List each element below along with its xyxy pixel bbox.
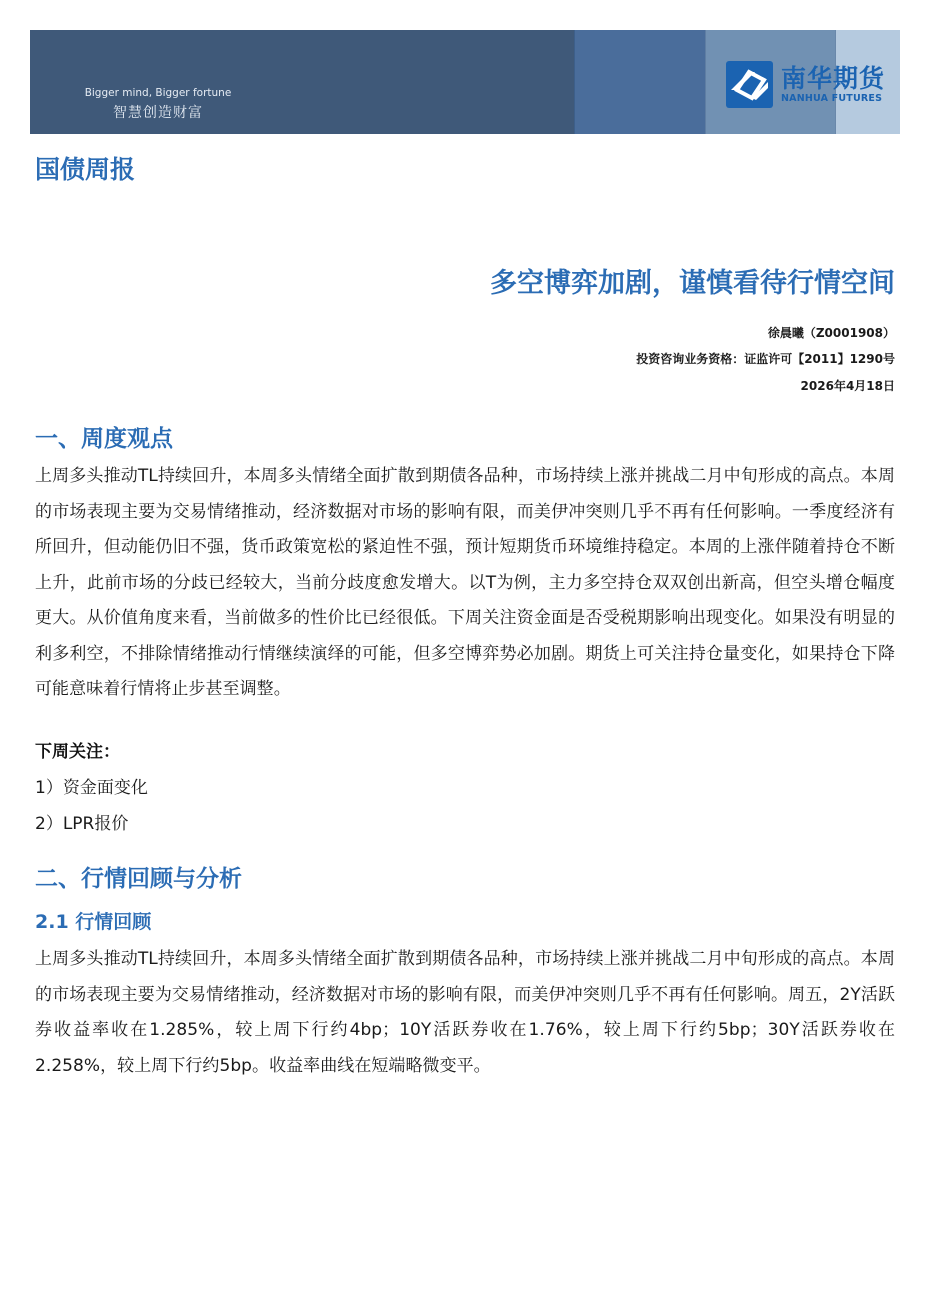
company-logo (726, 61, 885, 108)
focus-item: 1）资金面变化 (35, 778, 148, 798)
subsection-heading-market-review: 2.1 行情回顾 (35, 911, 152, 933)
section-heading-weekly-view: 一、周度观点 (35, 426, 173, 452)
next-week-focus-title: 下周关注： (35, 742, 120, 762)
company-name-cn: 南华期货 (781, 63, 886, 93)
header-banner (30, 30, 900, 134)
author: 徐晨曦（Z0001908） (767, 326, 895, 340)
slogan-english: Bigger mind, Bigger fortune (84, 87, 232, 99)
banner-segment-mid (574, 30, 705, 134)
weekly-view-paragraph: 上周多头推动TL持续回升，本周多头情绪全面扩散到期债各品种，市场持续上涨并挑战二月中旬形成的高点。本周的市场表现主要为交易情绪推动，经济数据对市场的影响有限，而美伊冲突则几乎不再有任何影响。一季度经济有所回升，但动能仍旧不强，货币政策宽松的紧迫性不强，预计短期货币环境维持稳定。本周的上涨伴随着持仓不断上升，此前市场的分歧已经较大，当前分歧度愈发增大。以T为例，主力多空持仓双双创出新高，但空头增仓幅度更大。从价值角度来看，当前做多的性价比已经很低。下周关注资金面是否受税期影响出现变化。如果没有明显的利多利空，不排除情绪推动行情继续演绎的可能，但多空博弈势必加剧。期货上可关注持仓量变化，如果持仓下降可能意味着行情将止步甚至调整。 (35, 466, 895, 699)
company-name-en: NANHUA FUTURES (781, 92, 883, 104)
logo-text (781, 63, 886, 104)
section-heading-market-review: 二、行情回顾与分析 (35, 866, 242, 892)
market-review-paragraph: 上周多头推动TL持续回升，本周多头情绪全面扩散到期债各品种，市场持续上涨并挑战二月中旬形成的高点。本周的市场表现主要为交易情绪推动，经济数据对市场的影响有限，而美伊冲突则几乎不再有任何影响。周五，2Y活跃券收益率收在1.285%，较上周下行约4bp；10Y活跃券收在1.76%，较上周下行约5bp；30Y活跃券收在2.258%，较上周下行约5bp。收益率曲线在短端略微变平。 (35, 949, 895, 1076)
slogan-chinese: 智慧创造财富 (113, 105, 203, 121)
report-type: 国债周报 (35, 155, 136, 184)
license-info: 投资咨询业务资格：证监许可【2011】1290号 (636, 352, 895, 366)
report-title: 多空博弈加剧，谨慎看待行情空间 (490, 268, 895, 299)
focus-item: 2）LPR报价 (35, 814, 129, 834)
nanhua-logo-icon (726, 61, 773, 108)
report-date: 2026年4月18日 (800, 379, 895, 393)
banner-segment-dark (30, 30, 574, 134)
